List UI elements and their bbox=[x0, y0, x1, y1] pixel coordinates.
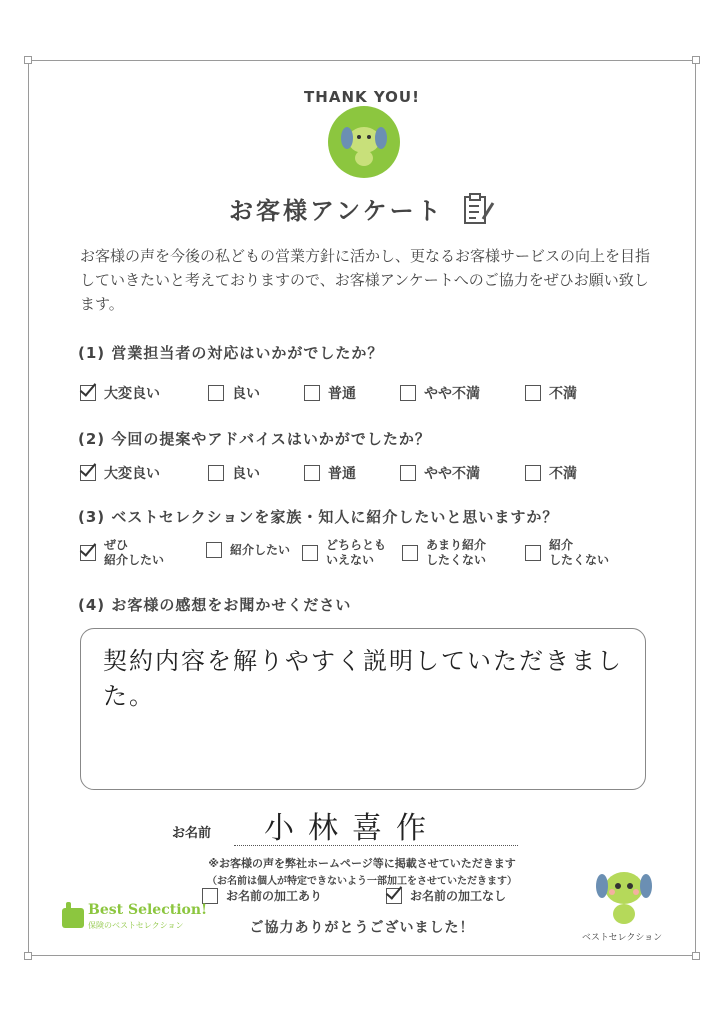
checkbox[interactable] bbox=[304, 465, 320, 481]
corner-mark bbox=[24, 952, 32, 960]
thanks-message: ご協力ありがとうございました！ bbox=[249, 920, 475, 936]
q1-option-somewhat-dissatisfied[interactable]: やや不満 bbox=[400, 383, 480, 403]
checkbox[interactable] bbox=[302, 545, 318, 561]
thank-you-heading: THANK YOU! bbox=[304, 88, 420, 106]
checkbox[interactable] bbox=[208, 385, 224, 401]
q2-option-somewhat-dissatisfied[interactable]: やや不満 bbox=[400, 463, 480, 483]
q2-option-very-good[interactable]: 大変良い bbox=[80, 463, 160, 483]
q3-option-rather-not[interactable]: あまり紹介 したくない bbox=[402, 538, 486, 568]
publish-note: ※お客様の声を弊社ホームページ等に掲載させていただきます bbox=[208, 857, 516, 870]
mascot-label: ベストセレクション bbox=[581, 933, 663, 943]
question-1-label: (1) 営業担当者の対応はいかがでしたか？ bbox=[78, 344, 384, 362]
q3-option-definitely[interactable]: ぜひ 紹介したい bbox=[80, 538, 164, 568]
clipboard-icon bbox=[461, 191, 495, 225]
publish-with-name-option[interactable]: お名前の加工あり bbox=[202, 887, 322, 904]
brand-tagline: 保険のベストセレクション bbox=[88, 921, 184, 930]
corner-mark bbox=[692, 56, 700, 64]
q3-option-would-recommend[interactable]: 紹介したい bbox=[206, 542, 290, 558]
corner-mark bbox=[692, 952, 700, 960]
name-label: お名前 bbox=[172, 826, 212, 841]
checkbox[interactable] bbox=[400, 465, 416, 481]
question-1-options bbox=[80, 383, 650, 413]
publish-note-detail: （お名前は個人が特定できないよう一部加工をさせていただきます） bbox=[207, 876, 517, 887]
q3-option-would-not[interactable]: 紹介 したくない bbox=[525, 538, 609, 568]
checkbox[interactable] bbox=[304, 385, 320, 401]
checkbox[interactable] bbox=[80, 465, 96, 481]
checkbox[interactable] bbox=[402, 545, 418, 561]
comment-text: 契約内容を解りやすく説明していただきました。 bbox=[103, 647, 623, 710]
mascot-logo-icon bbox=[328, 106, 400, 178]
checkbox[interactable] bbox=[80, 385, 96, 401]
thumbs-up-icon bbox=[60, 900, 86, 930]
page-title: お客様アンケート bbox=[0, 191, 724, 226]
corner-mark bbox=[24, 56, 32, 64]
q1-option-very-good[interactable]: 大変良い bbox=[80, 383, 160, 403]
name-value: 小林喜作 bbox=[264, 811, 440, 846]
q1-option-dissatisfied[interactable]: 不満 bbox=[525, 383, 577, 403]
brand-name: Best Selection! bbox=[88, 902, 208, 918]
checkbox[interactable] bbox=[525, 385, 541, 401]
question-2-options bbox=[80, 463, 650, 493]
intro-text: お客様の声を今後の私どもの営業方針に活かし、更なるお客様サービスの向上を目指していきたいと考えておりますので、お客様アンケートへのご協力をぜひお願い致します。 bbox=[80, 247, 651, 313]
q3-option-neither[interactable]: どちらとも いえない bbox=[302, 538, 386, 568]
checkbox[interactable] bbox=[525, 465, 541, 481]
q2-option-normal[interactable]: 普通 bbox=[304, 463, 356, 483]
mascot-icon bbox=[590, 862, 658, 926]
checkbox[interactable] bbox=[208, 465, 224, 481]
question-3-options bbox=[80, 538, 650, 568]
checkbox[interactable] bbox=[400, 385, 416, 401]
name-underline bbox=[234, 845, 518, 846]
question-4-label: (4) お客様の感想をお聞かせください bbox=[78, 596, 352, 614]
q2-option-good[interactable]: 良い bbox=[208, 463, 260, 483]
q2-option-dissatisfied[interactable]: 不満 bbox=[525, 463, 577, 483]
q1-option-good[interactable]: 良い bbox=[208, 383, 260, 403]
question-2-label: (2) 今回の提案やアドバイスはいかがでしたか？ bbox=[78, 430, 431, 448]
comment-box[interactable] bbox=[80, 628, 646, 790]
q1-option-normal[interactable]: 普通 bbox=[304, 383, 356, 403]
question-3-label: (3) ベストセレクションを家族・知人に紹介したいと思いますか？ bbox=[78, 508, 559, 526]
publish-without-name-option[interactable]: お名前の加工なし bbox=[386, 887, 506, 904]
checkbox[interactable] bbox=[80, 545, 96, 561]
checkbox[interactable] bbox=[206, 542, 222, 558]
checkbox[interactable] bbox=[525, 545, 541, 561]
checkbox[interactable] bbox=[386, 888, 402, 904]
